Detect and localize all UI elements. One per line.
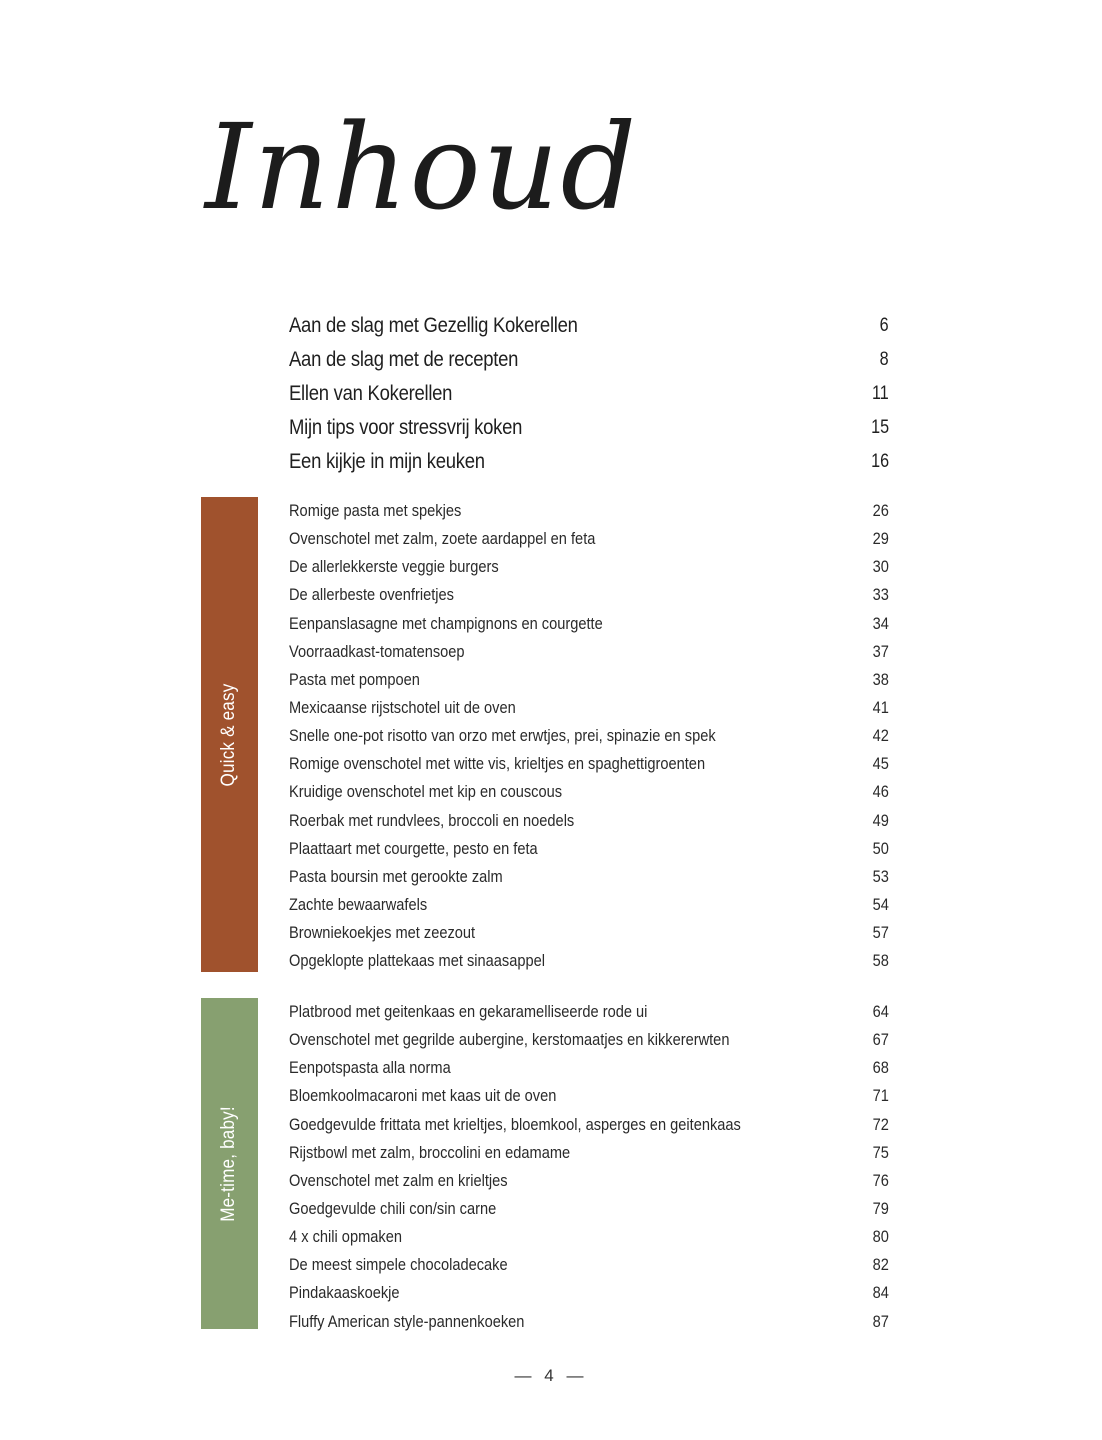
toc-entry <box>289 1139 889 1167</box>
toc-entry-page: 53 <box>872 866 889 886</box>
toc-entry-page: 49 <box>872 810 889 830</box>
toc-entry-title: Eenpanslasagne met champignons en courgette <box>289 613 603 633</box>
toc-entry-page: 34 <box>872 613 889 633</box>
toc-entry-page: 72 <box>872 1114 889 1134</box>
toc-entry-page: 41 <box>872 697 889 717</box>
toc-entry-title: De meest simpele chocoladecake <box>289 1255 508 1275</box>
toc-entry-page: 6 <box>880 315 889 336</box>
toc-entry <box>289 722 889 750</box>
toc-entry <box>289 343 889 377</box>
toc-entry-title: Ovenschotel met zalm en krieltjes <box>289 1170 508 1190</box>
toc-entry <box>289 835 889 863</box>
toc-entry <box>289 694 889 722</box>
toc-entry-title: Kruidige ovenschotel met kip en couscous <box>289 782 563 802</box>
toc-entry-page: 42 <box>872 726 889 746</box>
toc-entry-title: Aan de slag met de recepten <box>289 348 519 371</box>
toc-entry-title: Opgeklopte plattekaas met sinaasappel <box>289 951 546 971</box>
toc-entry-title: Romige pasta met spekjes <box>289 501 462 520</box>
toc-entry <box>289 1167 889 1195</box>
toc-entry <box>289 666 889 694</box>
toc-entry <box>289 778 889 806</box>
toc-entry <box>289 1251 889 1279</box>
toc-entry <box>289 863 889 891</box>
toc-entry-page: 16 <box>871 451 889 472</box>
toc-entry <box>289 553 889 581</box>
toc-entry <box>289 1082 889 1110</box>
toc-entry-page: 37 <box>872 641 889 661</box>
toc-entry-page: 38 <box>872 669 889 689</box>
toc-entry <box>289 445 889 479</box>
toc-entry-title: De allerlekkerste veggie burgers <box>289 557 499 577</box>
section-tab-label: Quick & easy <box>218 683 240 786</box>
toc-entry-page: 15 <box>871 417 889 438</box>
toc-entry-title: Platbrood met geitenkaas en gekaramelliseerde rode ui <box>289 1002 648 1021</box>
toc-entry-title: Bloemkoolmacaroni met kaas uit de oven <box>289 1086 557 1106</box>
toc-entry-title: Mexicaanse rijstschotel uit de oven <box>289 697 516 717</box>
toc-entry-page: 45 <box>872 754 889 774</box>
toc-entry-page: 68 <box>872 1058 889 1078</box>
toc-entry-title: Goedgevulde chili con/sin carne <box>289 1198 497 1218</box>
section-item-list <box>289 998 889 1336</box>
toc-entry <box>289 1195 889 1223</box>
toc-entry-page: 58 <box>872 951 889 971</box>
toc-entry <box>289 1111 889 1139</box>
toc-entry-page: 50 <box>872 838 889 858</box>
toc-entry-title: Goedgevulde frittata met krieltjes, bloemkool, asperges en geitenkaas <box>289 1114 741 1134</box>
toc-main-list <box>289 309 889 479</box>
toc-entry-title: Roerbak met rundvlees, broccoli en noedels <box>289 810 575 830</box>
toc-entry <box>289 411 889 445</box>
toc-entry <box>289 377 889 411</box>
toc-entry <box>289 1026 889 1054</box>
toc-entry-page: 79 <box>872 1198 889 1218</box>
toc-entry-title: 4 x chili opmaken <box>289 1227 402 1247</box>
toc-entry-title: Plaattaart met courgette, pesto en feta <box>289 838 538 858</box>
toc-entry-title: Pindakaaskoekje <box>289 1283 400 1303</box>
toc-entry-page: 29 <box>872 529 889 549</box>
page-title: Inhoud <box>205 98 639 236</box>
toc-entry <box>289 497 889 525</box>
toc-entry <box>289 998 889 1026</box>
toc-entry-page: 64 <box>872 1002 889 1021</box>
toc-entry <box>289 309 889 343</box>
toc-entry-title: Browniekoekjes met zeezout <box>289 923 476 943</box>
toc-entry-page: 11 <box>872 383 889 404</box>
toc-entry-title: Pasta met pompoen <box>289 669 420 689</box>
toc-entry-page: 87 <box>872 1311 889 1331</box>
toc-entry-title: Aan de slag met Gezellig Kokerellen <box>289 314 578 337</box>
toc-entry-title: Een kijkje in mijn keuken <box>289 450 485 473</box>
toc-entry-page: 84 <box>872 1283 889 1303</box>
toc-entry <box>289 1308 889 1336</box>
toc-entry-title: De allerbeste ovenfrietjes <box>289 585 454 605</box>
toc-entry-page: 46 <box>872 782 889 802</box>
toc-entry-title: Ellen van Kokerellen <box>289 382 453 405</box>
toc-entry <box>289 1279 889 1307</box>
section-item-list <box>289 497 889 975</box>
toc-entry-page: 75 <box>872 1142 889 1162</box>
section-tab <box>201 497 258 972</box>
section-tab <box>201 998 258 1329</box>
toc-entry <box>289 1054 889 1082</box>
toc-entry-title: Ovenschotel met gegrilde aubergine, kerstomaatjes en kikkererwten <box>289 1030 730 1050</box>
toc-entry-page: 71 <box>872 1086 889 1106</box>
toc-entry <box>289 750 889 778</box>
toc-entry <box>289 891 889 919</box>
toc-entry <box>289 638 889 666</box>
toc-entry-title: Romige ovenschotel met witte vis, krieltjes en spaghettigroenten <box>289 754 706 774</box>
toc-entry <box>289 610 889 638</box>
toc-entry-title: Rijstbowl met zalm, broccolini en edamame <box>289 1142 571 1162</box>
toc-entry-title: Snelle one-pot risotto van orzo met erwtjes, prei, spinazie en spek <box>289 726 716 746</box>
toc-entry-title: Pasta boursin met gerookte zalm <box>289 866 503 886</box>
toc-entry <box>289 919 889 947</box>
toc-entry-title: Fluffy American style-pannenkoeken <box>289 1311 525 1331</box>
toc-entry-page: 80 <box>872 1227 889 1247</box>
section-tab-label: Me-time, baby! <box>218 1105 240 1222</box>
toc-entry-page: 57 <box>872 923 889 943</box>
toc-entry-page: 33 <box>872 585 889 605</box>
toc-entry-page: 8 <box>880 349 889 370</box>
toc-entry-page: 76 <box>872 1170 889 1190</box>
page-number: — 4 — <box>514 1366 588 1385</box>
toc-entry <box>289 581 889 609</box>
toc-entry-page: 67 <box>872 1030 889 1050</box>
toc-entry <box>289 947 889 975</box>
toc-entry-page: 82 <box>872 1255 889 1275</box>
toc-entry-page: 26 <box>872 501 889 520</box>
toc-entry-page: 54 <box>872 894 889 914</box>
toc-entry-title: Zachte bewaarwafels <box>289 894 428 914</box>
toc-entry-title: Voorraadkast-tomatensoep <box>289 641 465 661</box>
toc-entry-page: 30 <box>872 557 889 577</box>
toc-entry-title: Ovenschotel met zalm, zoete aardappel en feta <box>289 529 596 549</box>
toc-entry <box>289 525 889 553</box>
toc-entry <box>289 1223 889 1251</box>
toc-entry-title: Eenpotspasta alla norma <box>289 1058 451 1078</box>
toc-entry-title: Mijn tips voor stressvrij koken <box>289 416 523 439</box>
toc-entry <box>289 807 889 835</box>
